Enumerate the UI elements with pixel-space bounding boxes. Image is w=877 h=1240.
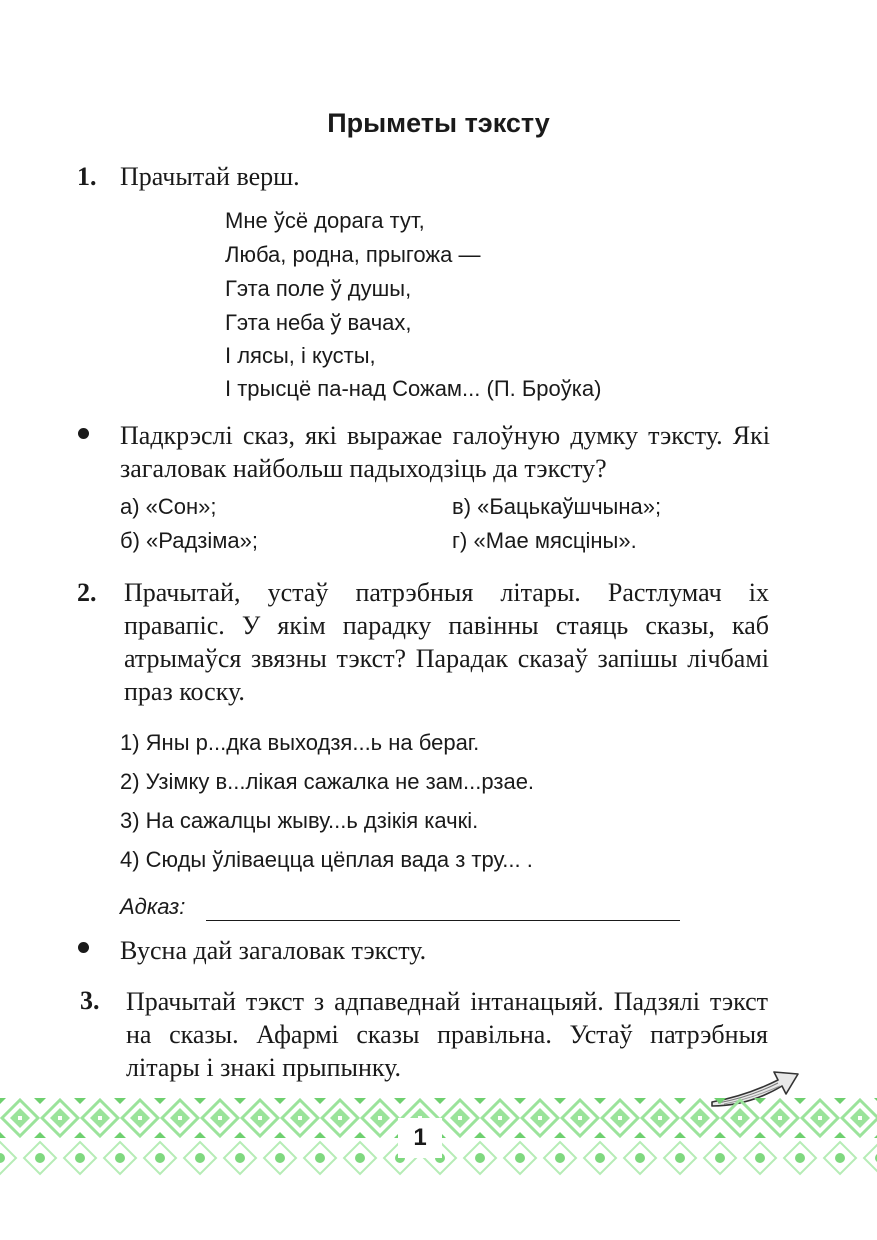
- option-g: г) «Мае мясціны».: [452, 528, 637, 553]
- task-3-instruction: Прачытай тэкст з адпаведнай інтанацыяй. Падзялі тэкст на сказы. Афармі сказы правільна. Устаў патрэбныя літары і знакі прыпынку.: [126, 987, 768, 1082]
- task-3-number: 3.: [80, 986, 100, 1015]
- option-b: б) «Радзіма»;: [120, 528, 258, 553]
- list-item: 1) Яны р...дка выходзя...ь на бераг.: [120, 730, 480, 755]
- task-1-number: 1.: [77, 162, 97, 191]
- task-2-bullet-text: Вусна дай загаловак тэксту.: [120, 936, 427, 965]
- list-item: 2) Узімку в...лікая сажалка не зам...рзае.: [120, 769, 535, 794]
- task-2-instruction: Прачытай, устаў патрэбныя літары. Растлумач іх правапіс. У якім парадку павінны стаяць сказы, каб атрымаўся звязны тэкст? Парадак сказаў запішы лічбамі праз коску.: [124, 578, 769, 706]
- answer-label: Адказ:: [120, 894, 186, 919]
- page-number: 1: [413, 1124, 427, 1151]
- poem-line: Люба, родна, прыгожа —: [225, 242, 481, 267]
- bullet-icon: [78, 428, 89, 439]
- option-v: в) «Бацькаўшчына»;: [452, 494, 662, 519]
- list-item: 3) На сажалцы жыву...ь дзікія качкі.: [120, 808, 479, 833]
- poem-line: Гэта неба ў вачах,: [225, 310, 412, 335]
- answer-line[interactable]: [206, 920, 680, 921]
- list-item: 4) Сюды ўліваецца цёплая вада з тру... .: [120, 847, 533, 872]
- task-1-bullet-text: Падкрэслі сказ, які выражае галоўную думку тэксту. Які загаловак найбольш падыходзіць да тэксту?: [120, 421, 770, 483]
- option-a: а) «Сон»;: [120, 494, 217, 519]
- poem-line: Гэта поле ў душы,: [225, 276, 412, 301]
- task-1-instruction: Прачытай верш.: [120, 162, 300, 191]
- poem-line: І трысцё па-над Сожам... (П. Броўка): [225, 376, 602, 401]
- page-title: Прыметы тэксту: [327, 108, 550, 138]
- task-2-number: 2.: [77, 578, 97, 607]
- bullet-icon: [78, 942, 89, 953]
- poem-line: Мне ўсё дорага тут,: [225, 208, 425, 233]
- poem-line: І лясы, і кусты,: [225, 343, 376, 368]
